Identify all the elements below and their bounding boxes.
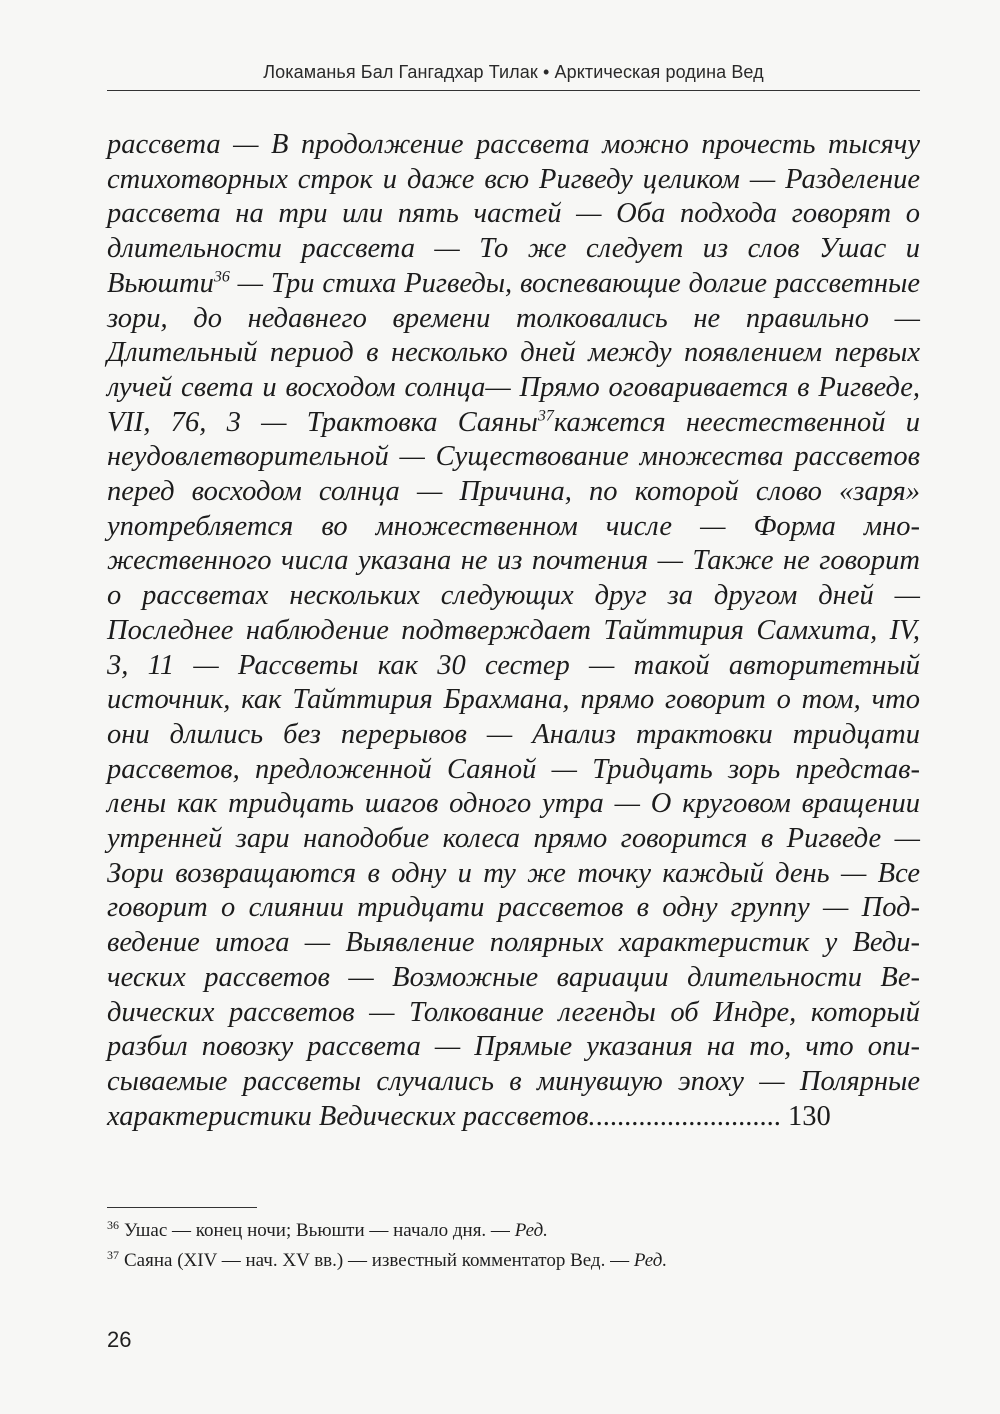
toc-text-part-2: — Три стиха Ригведы, воспевающие долгие рассветные зори, до недавнего времени толковались не правильно — Длительный период в несколько дней между появлением первых лучей света и восходом солнца— Прямо оговаривается в Ригведе, VII, 76, 3 — Трактовка Саяны (107, 267, 920, 438)
footnote-ref-37[interactable]: 37 (537, 407, 554, 425)
leader-dots: .......................... (595, 1100, 781, 1132)
editor-mark: Ред. (514, 1220, 548, 1241)
toc-text-part-3: кажется неестественной и неудовлетворительной — Существование множества рассветов перед восходом солнца — Причина, по которой слово «заря» употребляется во множественном числе — Форма множественного числа указана не из почтения — Также не говорит о рассветах нескольких следующих друг за другом дней — Последнее наблюдение подтверждает Тайттирия Самхита, IV, 3, 11 — Рассветы как 30 сестер — такой авторитетный источник, как Тайттирия Брахмана, прямо говорит о том, что они длились без перерывов — Анализ трактовки тридцати рассветов, предложенной Саяной — Тридцать зорь представлены как тридцать шагов одного утра — О круговом вращении утренней зари наподобие колеса прямо говорится в Ригведе — Зори возвращаются в одну и ту же точку каждый день — Все говорит о слиянии тридцати рассветов в одну группу — Подведение итога — Выявление полярных характеристик у Ведических рассветов — Возможные вариации длительности Ведических рассветов — Толкование легенды об Индре, который разбил повозку рассвета — Прямые указания на то, что описываемые рассветы случались в минувшую эпоху — Полярные характеристики Ведических рассветов. (107, 406, 921, 1132)
footnote-text: Саяна (XIV — нач. XV вв.) — известный комментатор Вед. — (124, 1250, 634, 1271)
toc-entry-text (107, 128, 920, 1134)
footnote-36 (107, 1216, 920, 1246)
editor-mark: Ред. (633, 1250, 668, 1271)
footnote-ref-36[interactable]: 36 (213, 268, 230, 286)
footnote-37 (107, 1246, 920, 1276)
toc-page-reference[interactable]: 130 (787, 1100, 831, 1132)
footnote-number: 36 (107, 1217, 119, 1232)
running-header: Локаманья Бал Гангадхар Тилак • Арктическая родина Вед (263, 62, 764, 82)
footnote-text: Ушас — конец ночи; Вьюшти — начало дня. — (124, 1220, 515, 1241)
page-number: 26 (107, 1327, 132, 1352)
header-rule (107, 90, 920, 91)
footnotes (107, 1216, 920, 1276)
footnote-number: 37 (107, 1247, 119, 1262)
footnote-rule (107, 1207, 257, 1208)
toc-text-part-1: рассвета — В продолжение рассвета можно прочесть тысячу стихотворных строк и даже всю Ригведу целиком — Разделение рассвета на три или пять частей — Оба подхода говорят о длительности рассвета — То же следует из слов Ушас и Вьюшти (107, 129, 920, 299)
